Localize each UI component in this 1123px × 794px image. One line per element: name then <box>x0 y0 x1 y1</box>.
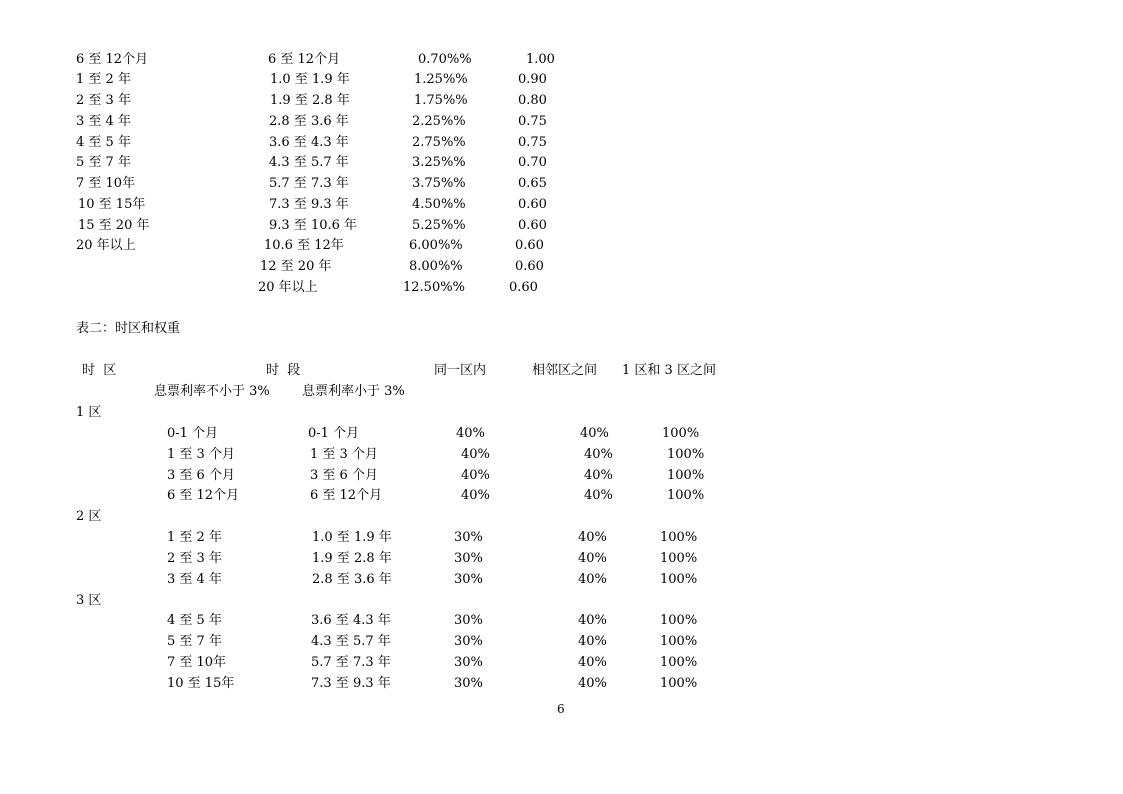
z2-r2-b: 2.8 至 3.6 年 <box>312 572 392 587</box>
z2-r1-adj: 40% <box>578 551 607 566</box>
t1-r3-yield: 2.25%% <box>412 114 466 129</box>
z1-r3-z13: 100% <box>667 488 705 503</box>
z1-r2-a: 3 至 6 个月 <box>167 468 235 483</box>
t1-r3-maturity-a: 3 至 4 年 <box>76 114 131 129</box>
table2-title: 表二：时区和权重 <box>76 321 181 336</box>
t1-r8-weight: 0.60 <box>518 218 547 233</box>
t1-r2-yield: 1.75%% <box>414 93 468 108</box>
t1-r6-weight: 0.65 <box>518 176 547 191</box>
t1-r2-maturity-b: 1.9 至 2.8 年 <box>270 93 350 108</box>
header-same-zone: 同一区内 <box>434 363 487 378</box>
z3-r0-adj: 40% <box>578 613 607 628</box>
z1-r3-a: 6 至 12个月 <box>167 488 240 503</box>
z2-r0-same: 30% <box>454 530 483 545</box>
z2-r1-b: 1.9 至 2.8 年 <box>312 551 392 566</box>
t1-r1-maturity-a: 1 至 2 年 <box>76 72 131 87</box>
z1-r3-adj: 40% <box>584 488 613 503</box>
z3-r1-b: 4.3 至 5.7 年 <box>311 634 391 649</box>
z3-r0-a: 4 至 5 年 <box>167 613 222 628</box>
header-band: 时 段 <box>266 363 301 378</box>
page-number: 6 <box>557 702 565 716</box>
z3-r1-z13: 100% <box>660 634 698 649</box>
z1-r3-same: 40% <box>461 488 490 503</box>
t1-r9-weight: 0.60 <box>515 238 544 253</box>
z1-r0-a: 0-1 个月 <box>167 426 219 441</box>
t1-r2-weight: 0.80 <box>518 93 547 108</box>
t1-r5-weight: 0.70 <box>518 155 547 170</box>
t1-r0-weight: 1.00 <box>526 52 555 67</box>
zone-label: 3 区 <box>76 593 102 608</box>
z2-r1-a: 2 至 3 年 <box>167 551 222 566</box>
z2-r2-a: 3 至 4 年 <box>167 572 222 587</box>
z2-r2-adj: 40% <box>578 572 607 587</box>
header-zone: 时 区 <box>82 363 117 378</box>
t1-r4-yield: 2.75%% <box>412 135 466 150</box>
t1-r1-weight: 0.90 <box>518 72 547 87</box>
z3-r3-z13: 100% <box>660 676 698 691</box>
z3-r3-adj: 40% <box>578 676 607 691</box>
z1-r3-b: 6 至 12个月 <box>310 488 383 503</box>
header-coupon-high: 息票利率不小于 3% <box>154 384 270 399</box>
z1-r1-z13: 100% <box>667 447 705 462</box>
t1-r0-yield: 0.70%% <box>418 52 472 67</box>
t1-r6-maturity-b: 5.7 至 7.3 年 <box>269 176 349 191</box>
z3-r0-same: 30% <box>454 613 483 628</box>
z2-r0-z13: 100% <box>660 530 698 545</box>
z1-r1-same: 40% <box>461 447 490 462</box>
z3-r2-same: 30% <box>454 655 483 670</box>
z2-r0-b: 1.0 至 1.9 年 <box>312 530 392 545</box>
zone-label: 1 区 <box>76 405 102 420</box>
t1-r10-yield: 8.00%% <box>409 259 463 274</box>
z2-r1-z13: 100% <box>660 551 698 566</box>
header-coupon-low: 息票利率小于 3% <box>302 384 405 399</box>
t1-r2-maturity-a: 2 至 3 年 <box>76 93 131 108</box>
header-adjacent: 相邻区之间 <box>532 363 598 378</box>
z1-r0-b: 0-1 个月 <box>308 426 360 441</box>
z2-r1-same: 30% <box>454 551 483 566</box>
t1-r10-weight: 0.60 <box>515 259 544 274</box>
t1-r11-weight: 0.60 <box>509 280 538 295</box>
t1-r0-maturity-b: 6 至 12个月 <box>268 52 341 67</box>
t1-r3-maturity-b: 2.8 至 3.6 年 <box>269 114 349 129</box>
z3-r2-z13: 100% <box>660 655 698 670</box>
t1-r6-yield: 3.75%% <box>412 176 466 191</box>
z3-r3-b: 7.3 至 9.3 年 <box>311 676 391 691</box>
z3-r1-same: 30% <box>454 634 483 649</box>
z1-r2-b: 3 至 6 个月 <box>310 468 378 483</box>
t1-r4-maturity-a: 4 至 5 年 <box>76 135 131 150</box>
t1-r7-maturity-a: 10 至 15年 <box>78 197 146 212</box>
t1-r1-maturity-b: 1.0 至 1.9 年 <box>270 72 350 87</box>
t1-r7-weight: 0.60 <box>518 197 547 212</box>
t1-r6-maturity-a: 7 至 10年 <box>76 176 136 191</box>
z1-r0-same: 40% <box>456 426 485 441</box>
z1-r1-b: 1 至 3 个月 <box>310 447 378 462</box>
t1-r4-weight: 0.75 <box>518 135 547 150</box>
z3-r1-a: 5 至 7 年 <box>167 634 222 649</box>
z1-r2-adj: 40% <box>584 468 613 483</box>
t1-r1-yield: 1.25%% <box>414 72 468 87</box>
z3-r2-b: 5.7 至 7.3 年 <box>311 655 391 670</box>
t1-r5-yield: 3.25%% <box>412 155 466 170</box>
z2-r0-a: 1 至 2 年 <box>167 530 222 545</box>
t1-r7-yield: 4.50%% <box>412 197 466 212</box>
t1-r8-yield: 5.25%% <box>412 218 466 233</box>
t1-r3-weight: 0.75 <box>518 114 547 129</box>
z2-r2-same: 30% <box>454 572 483 587</box>
z1-r2-same: 40% <box>461 468 490 483</box>
z1-r1-a: 1 至 3 个月 <box>167 447 235 462</box>
t1-r11-yield: 12.50%% <box>403 280 465 295</box>
t1-r9-yield: 6.00%% <box>409 238 463 253</box>
z1-r2-z13: 100% <box>667 468 705 483</box>
z3-r2-adj: 40% <box>578 655 607 670</box>
z1-r0-z13: 100% <box>662 426 700 441</box>
header-zone1-zone3: 1 区和 3 区之间 <box>622 363 716 378</box>
z1-r1-adj: 40% <box>584 447 613 462</box>
t1-r4-maturity-b: 3.6 至 4.3 年 <box>269 135 349 150</box>
z2-r2-z13: 100% <box>660 572 698 587</box>
t1-r11-maturity-b: 20 年以上 <box>258 280 318 295</box>
z3-r1-adj: 40% <box>578 634 607 649</box>
t1-r8-maturity-b: 9.3 至 10.6 年 <box>269 218 358 233</box>
t1-r0-maturity-a: 6 至 12个月 <box>76 52 149 67</box>
t1-r8-maturity-a: 15 至 20 年 <box>78 218 150 233</box>
t1-r9-maturity-a: 20 年以上 <box>76 238 136 253</box>
z1-r0-adj: 40% <box>580 426 609 441</box>
z3-r3-a: 10 至 15年 <box>167 676 235 691</box>
z3-r0-b: 3.6 至 4.3 年 <box>311 613 391 628</box>
t1-r5-maturity-b: 4.3 至 5.7 年 <box>269 155 349 170</box>
t1-r5-maturity-a: 5 至 7 年 <box>76 155 131 170</box>
t1-r9-maturity-b: 10.6 至 12年 <box>264 238 344 253</box>
zone-label: 2 区 <box>76 509 102 524</box>
z3-r2-a: 7 至 10年 <box>167 655 227 670</box>
z3-r0-z13: 100% <box>660 613 698 628</box>
t1-r7-maturity-b: 7.3 至 9.3 年 <box>269 197 349 212</box>
z2-r0-adj: 40% <box>578 530 607 545</box>
t1-r10-maturity-b: 12 至 20 年 <box>260 259 332 274</box>
z3-r3-same: 30% <box>454 676 483 691</box>
